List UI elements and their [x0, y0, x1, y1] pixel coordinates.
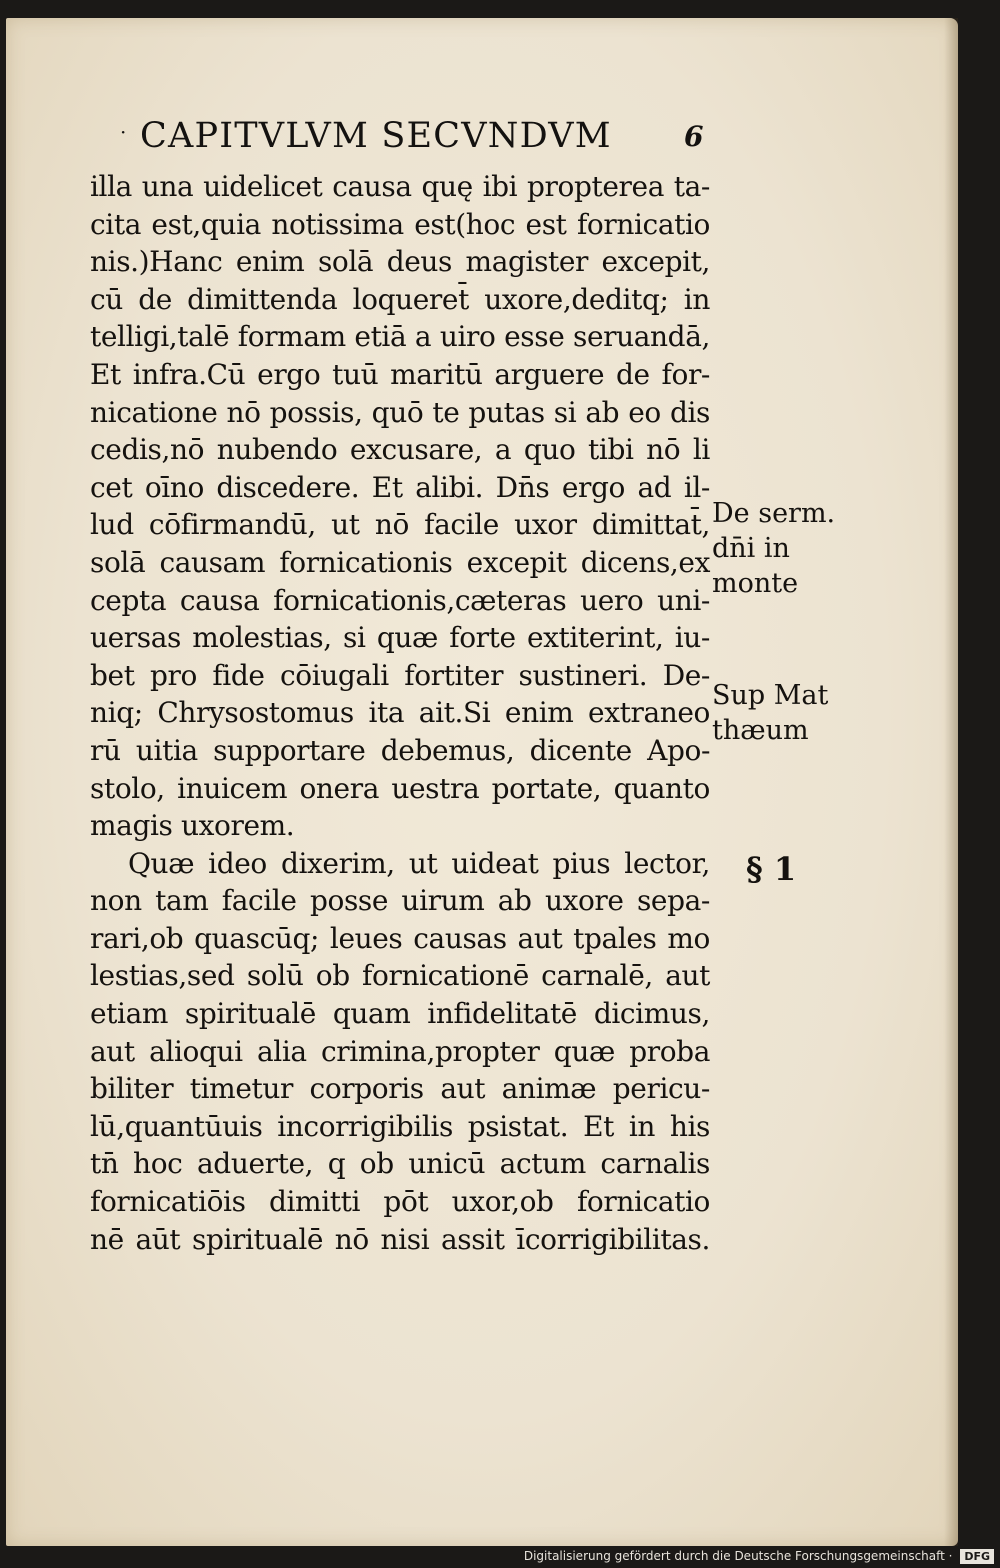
- text-line: aut alioqui alia crimina,propter quæ proba: [90, 1034, 710, 1068]
- text-line: magis uxorem.: [90, 809, 295, 843]
- text-line: stolo, inuicem onera uestra portate, quanto: [90, 771, 710, 805]
- margin-note-matthew: [712, 678, 862, 748]
- digitization-credit: [524, 1549, 994, 1564]
- text-line: nicatione nō possis, quō te putas si ab eo dis: [90, 395, 710, 429]
- text-line: illa una uidelicet causa quę ibi propterea ta-: [90, 170, 710, 203]
- paragraph-start-line: Quæ ideo dixerim, ut uideat pius lector,: [128, 846, 710, 880]
- folio-number: 6: [684, 120, 704, 153]
- text-line: lud cōfirmandū, ut nō facile uxor dimittat̄,: [90, 508, 710, 542]
- page-edge-shadow: [944, 18, 958, 1546]
- credit-text: Digitalisierung gefördert durch die Deutsche Forschungsgemeinschaft ·: [523, 1549, 953, 1563]
- text-line: etiam spiritualē quam infidelitatē dicimus,: [90, 997, 710, 1031]
- text-line: solā causam fornicationis excepit dicens,ex: [90, 545, 710, 579]
- text-line: Et infra.Cū ergo tuū maritū arguere de for-: [90, 357, 710, 391]
- text-line: rari,ob quascūq; leues causas aut tpales mo: [90, 921, 710, 955]
- chapter-title: CAPITVLVM SECVNDVM: [140, 116, 612, 156]
- margin-note-line: thæum: [712, 715, 809, 746]
- text-line: cedis,nō nubendo excusare, a quo tibi nō li: [90, 433, 710, 467]
- text-line: telligi,talē formam etiā a uiro esse seruandā,: [90, 320, 710, 354]
- header-ornament: ·: [120, 120, 127, 144]
- margin-note-sermon: [712, 496, 862, 601]
- text-line: tn̄ hoc aduerte, q ob unicū actum carnalis: [90, 1147, 710, 1181]
- text-line: lestias,sed solū ob fornicationē carnalē, aut: [90, 959, 710, 993]
- text-line: nē aūt spiritualē nō nisi assit īcorrigibilitas.: [90, 1222, 710, 1256]
- text-line: non tam facile posse uirum ab uxore sepa-: [90, 884, 710, 918]
- main-text-block: [90, 168, 710, 1258]
- text-line: uersas molestias, si quæ forte extiterint, iu-: [90, 621, 710, 655]
- margin-note-line: monte: [712, 568, 799, 599]
- text-line: biliter timetur corporis aut animæ pericu-: [90, 1072, 710, 1106]
- text-line: cet oīno discedere. Et alibi. Dn̄s ergo ad il-: [90, 470, 710, 504]
- text-line: cepta causa fornicationis,cæteras uero uni-: [90, 583, 710, 617]
- section-mark: § 1: [746, 850, 797, 888]
- text-line: nis.)Hanc enim solā deus magister excepit,: [90, 245, 710, 279]
- text-line: fornicatiōis dimitti pōt uxor,ob fornicatio: [90, 1185, 710, 1219]
- text-line: cita est,quia notissima est(hoc est fornicatio: [90, 207, 710, 241]
- text-line: bet pro fide cōiugali fortiter sustineri. De-: [90, 658, 710, 692]
- dfg-logo: DFG: [960, 1549, 994, 1564]
- text-line: niq; Chrysostomus ita ait.Si enim extraneo: [90, 696, 710, 730]
- margin-note-line: De serm.: [712, 498, 836, 529]
- running-header: [120, 116, 728, 160]
- margin-note-line: Sup Mat: [712, 680, 829, 711]
- text-line: cū de dimittenda loqueret̄ uxore,deditq; in: [90, 282, 710, 316]
- margin-note-line: dn̄i in: [712, 533, 790, 564]
- text-line: lū,quantūuis incorrigibilis psistat. Et in his: [90, 1109, 710, 1143]
- text-line: rū uitia supportare debemus, dicente Apo-: [90, 733, 710, 767]
